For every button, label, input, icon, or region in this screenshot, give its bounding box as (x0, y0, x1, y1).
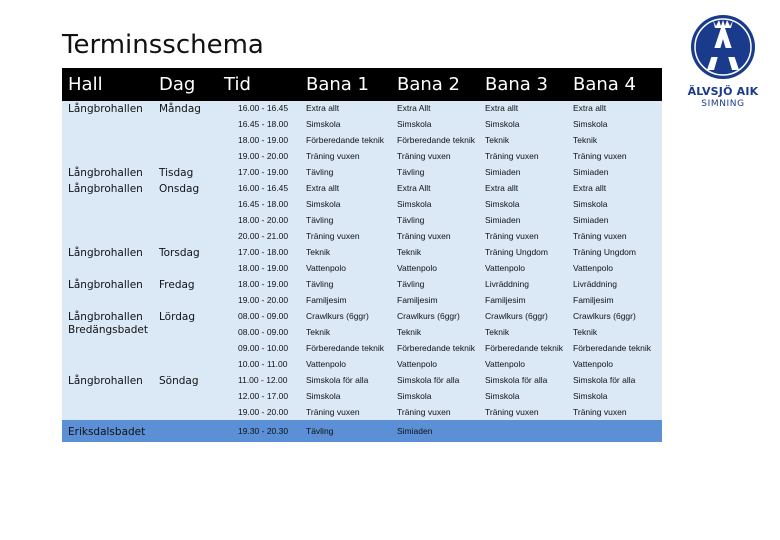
bana-1-cell: Simskola (306, 119, 341, 129)
bana-2-cell: Förberedande teknik (397, 343, 475, 353)
hall-label: Långbrohallen (68, 103, 143, 115)
table-row (62, 279, 662, 295)
header-bana-2: Bana 2 (397, 74, 460, 95)
hall-label: Långbrohallen (68, 375, 143, 387)
bana-4-cell: Simiaden (573, 167, 609, 177)
time-cell: 10.00 - 11.00 (238, 359, 288, 369)
bana-2-cell: Familjesim (397, 295, 438, 305)
table-row (62, 343, 662, 359)
time-cell: 19.30 - 20.30 (238, 426, 289, 436)
bana-2-cell: Extra Allt (397, 103, 431, 113)
bana-2-cell: Vattenpolo (397, 359, 438, 369)
bana-4-cell: Livräddning (573, 279, 617, 289)
bana-2-cell: Förberedande teknik (397, 135, 475, 145)
header-bana-1: Bana 1 (306, 74, 369, 95)
time-cell: 16.00 - 16.45 (238, 103, 289, 113)
bana-3-cell: Träning vuxen (485, 407, 539, 417)
bana-4-cell: Förberedande teknik (573, 343, 651, 353)
bana-2-cell: Teknik (397, 247, 422, 257)
time-cell: 20.00 - 21.00 (238, 231, 289, 241)
table-row (62, 327, 662, 343)
hall-label: Bredängsbadet (68, 324, 148, 336)
time-cell: 18.00 - 19.00 (238, 135, 289, 145)
table-row (62, 167, 662, 183)
time-cell: 18.00 - 20.00 (238, 215, 289, 225)
club-section: SIMNING (701, 99, 745, 109)
bana-2-cell: Vattenpolo (397, 263, 438, 273)
bana-4-cell: Vattenpolo (573, 359, 614, 369)
time-cell: 19.00 - 20.00 (238, 295, 289, 305)
bana-2-cell: Simskola (397, 199, 432, 209)
time-cell: 18.00 - 19.00 (238, 279, 289, 289)
header-hall: Hall (68, 74, 103, 95)
club-logo (683, 12, 763, 112)
bana-4-cell: Träning Ungdom (573, 247, 636, 257)
bana-3-cell: Simskola (485, 119, 520, 129)
bana-3-cell: Extra allt (485, 183, 519, 193)
header-bana-4: Bana 4 (573, 74, 636, 95)
bana-1-cell: Vattenpolo (306, 263, 347, 273)
table-body (62, 101, 662, 442)
bana-2-cell: Träning vuxen (397, 151, 451, 161)
bana-4-cell: Crawlkurs (6ggr) (573, 311, 636, 321)
bana-3-cell: Teknik (485, 327, 510, 337)
table-row (62, 359, 662, 375)
time-cell: 12.00 - 17.00 (238, 391, 289, 401)
bana-2-cell: Tävling (397, 167, 425, 177)
bana-3-cell: Träning vuxen (485, 231, 539, 241)
time-cell: 08.00 - 09.00 (238, 311, 289, 321)
time-cell: 19.00 - 20.00 (238, 151, 289, 161)
bana-1-cell: Tävling (306, 426, 334, 436)
bana-4-cell: Vattenpolo (573, 263, 614, 273)
bana-4-cell: Simiaden (573, 215, 609, 225)
time-cell: 09.00 - 10.00 (238, 343, 289, 353)
day-label: Fredag (159, 279, 195, 291)
bana-1-cell: Extra allt (306, 183, 340, 193)
day-label: Onsdag (159, 183, 200, 195)
bana-1-cell: Tävling (306, 215, 334, 225)
bana-1-cell: Crawlkurs (6ggr) (306, 311, 369, 321)
bana-4-cell: Teknik (573, 135, 598, 145)
bana-1-cell: Vattenpolo (306, 359, 347, 369)
bana-2-cell: Teknik (397, 327, 422, 337)
bana-4-cell: Simskola (573, 199, 608, 209)
bana-1-cell: Simskola för alla (306, 375, 369, 385)
table-header (62, 68, 662, 101)
bana-4-cell: Träning vuxen (573, 231, 627, 241)
time-cell: 18.00 - 19.00 (238, 263, 289, 273)
hall-label: Långbrohallen (68, 247, 143, 259)
bana-2-cell: Crawlkurs (6ggr) (397, 311, 460, 321)
bana-4-cell: Extra allt (573, 103, 607, 113)
bana-1-cell: Extra allt (306, 103, 340, 113)
bana-1-cell: Tävling (306, 279, 334, 289)
header-bana-3: Bana 3 (485, 74, 548, 95)
bana-2-cell: Simskola (397, 391, 432, 401)
bana-2-cell: Träning vuxen (397, 407, 451, 417)
bana-1-cell: Träning vuxen (306, 151, 360, 161)
table-row (62, 311, 662, 327)
bana-3-cell: Familjesim (485, 295, 526, 305)
bana-4-cell: Familjesim (573, 295, 614, 305)
bana-3-cell: Teknik (485, 135, 510, 145)
bana-3-cell: Förberedande teknik (485, 343, 563, 353)
hall-label: Långbrohallen (68, 183, 143, 195)
schedule-table (62, 68, 662, 442)
club-name: ÄLVSJÖ AIK (687, 85, 759, 98)
time-cell: 19.00 - 20.00 (238, 407, 289, 417)
page-title: Terminsschema (62, 30, 264, 60)
bana-1-cell: Teknik (306, 247, 331, 257)
day-label: Lördag (159, 311, 195, 323)
bana-3-cell: Simskola (485, 199, 520, 209)
table-row (62, 407, 662, 423)
time-cell: 08.00 - 09.00 (238, 327, 289, 337)
bana-3-cell: Simiaden (485, 215, 521, 225)
table-row (62, 247, 662, 263)
bana-3-cell: Simskola för alla (485, 375, 548, 385)
bana-1-cell: Teknik (306, 327, 331, 337)
bana-3-cell: Crawlkurs (6ggr) (485, 311, 548, 321)
table-row (62, 391, 662, 407)
table-row (62, 199, 662, 215)
time-cell: 16.45 - 18.00 (238, 119, 289, 129)
table-row (62, 119, 662, 135)
bana-4-cell: Simskola (573, 391, 608, 401)
time-cell: 17.00 - 19.00 (238, 167, 289, 177)
bana-3-cell: Simiaden (485, 167, 521, 177)
hall-label: Eriksdalsbadet (68, 426, 146, 438)
bana-3-cell: Extra allt (485, 103, 519, 113)
bana-1-cell: Simskola (306, 199, 341, 209)
table-row (62, 183, 662, 199)
bana-4-cell: Extra allt (573, 183, 607, 193)
bana-2-cell: Tävling (397, 215, 425, 225)
bana-3-cell: Vattenpolo (485, 359, 526, 369)
bana-1-cell: Tävling (306, 167, 334, 177)
bana-3-cell: Träning Ungdom (485, 247, 548, 257)
hall-label: Långbrohallen (68, 279, 143, 291)
hall-label: Långbrohallen (68, 311, 143, 323)
bana-2-cell: Simskola för alla (397, 375, 460, 385)
bana-1-cell: Förberedande teknik (306, 135, 384, 145)
bana-4-cell: Simskola (573, 119, 608, 129)
bana-3-cell: Träning vuxen (485, 151, 539, 161)
bana-1-cell: Träning vuxen (306, 231, 360, 241)
bana-1-cell: Simskola (306, 391, 341, 401)
bana-2-cell: Simiaden (397, 426, 433, 436)
bana-2-cell: Simskola (397, 119, 432, 129)
time-cell: 11.00 - 12.00 (238, 375, 288, 385)
bana-1-cell: Familjesim (306, 295, 347, 305)
header-dag: Dag (159, 74, 196, 95)
bana-2-cell: Extra Allt (397, 183, 431, 193)
table-row (62, 103, 662, 119)
table-row (62, 295, 662, 311)
day-label: Söndag (159, 375, 199, 387)
bana-4-cell: Simskola för alla (573, 375, 636, 385)
bana-3-cell: Livräddning (485, 279, 529, 289)
day-label: Tisdag (159, 167, 194, 179)
table-row (62, 263, 662, 279)
day-label: Torsdag (159, 247, 200, 259)
bana-2-cell: Tävling (397, 279, 425, 289)
bana-1-cell: Träning vuxen (306, 407, 360, 417)
time-cell: 16.00 - 16.45 (238, 183, 289, 193)
bana-3-cell: Simskola (485, 391, 520, 401)
table-row (62, 426, 662, 442)
header-tid: Tid (224, 74, 251, 95)
hall-label: Långbrohallen (68, 167, 143, 179)
bana-4-cell: Träning vuxen (573, 151, 627, 161)
table-row (62, 151, 662, 167)
bana-1-cell: Förberedande teknik (306, 343, 384, 353)
club-badge-icon (683, 12, 763, 84)
table-row (62, 135, 662, 151)
bana-4-cell: Teknik (573, 327, 598, 337)
bana-3-cell: Vattenpolo (485, 263, 526, 273)
table-row (62, 375, 662, 391)
day-label: Måndag (159, 103, 201, 115)
time-cell: 16.45 - 18.00 (238, 199, 289, 209)
table-row (62, 215, 662, 231)
table-row (62, 231, 662, 247)
time-cell: 17.00 - 18.00 (238, 247, 289, 257)
bana-4-cell: Träning vuxen (573, 407, 627, 417)
bana-2-cell: Träning vuxen (397, 231, 451, 241)
